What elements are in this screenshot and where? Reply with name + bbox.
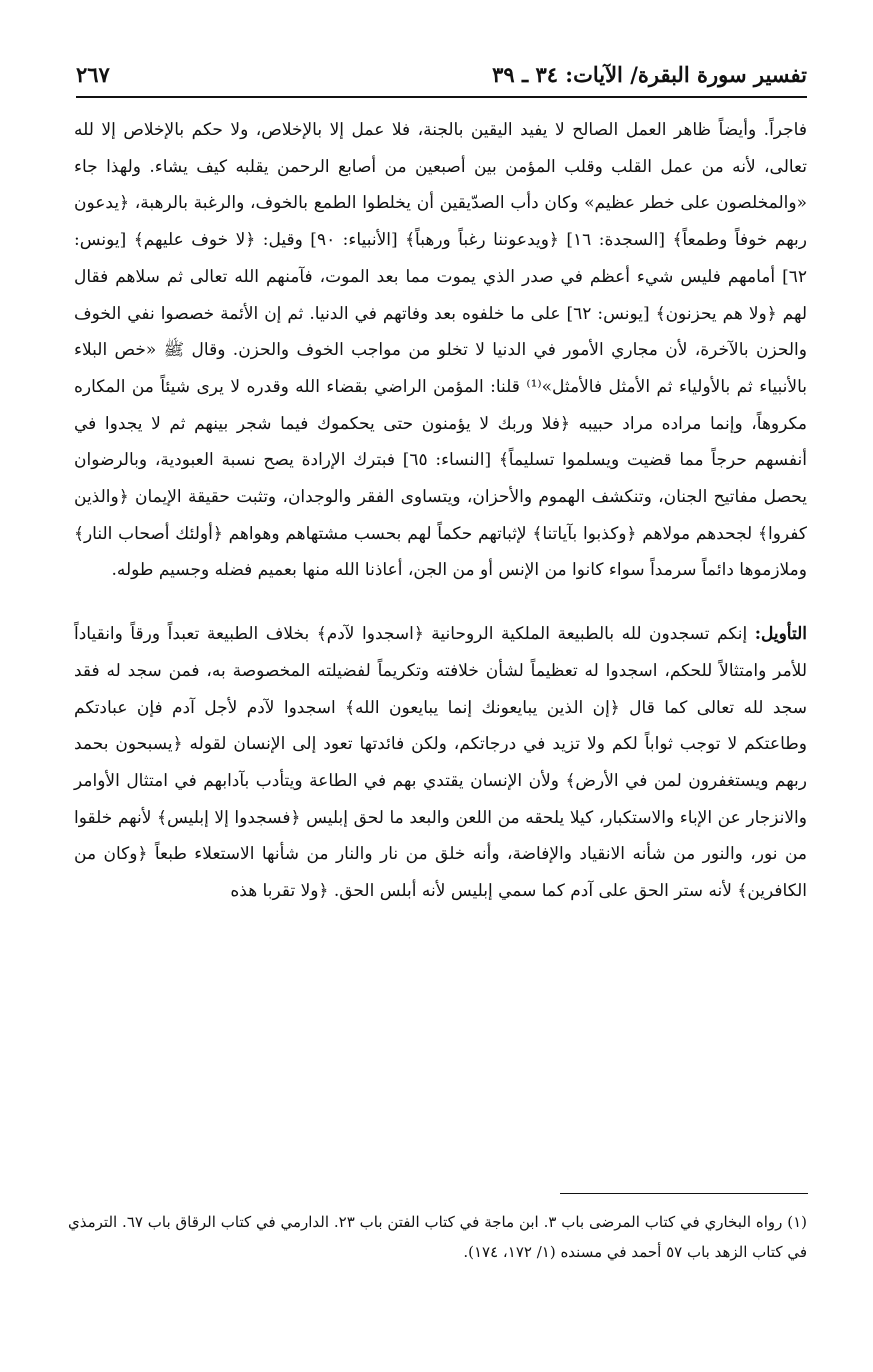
page-header (76, 58, 807, 98)
paragraph-2 (74, 616, 807, 910)
footnote-divider (560, 1193, 808, 1194)
tawil-heading: التأويل: (754, 624, 807, 645)
page-number: ٢٦٧ (76, 62, 110, 87)
main-text (74, 112, 807, 910)
footnotes (68, 1207, 807, 1267)
paragraph-1: فاجراً. وأيضاً ظاهر العمل الصالح لا يفيد اليقين بالجنة، فلا عمل إلا بالإخلاص، ولا حكم بالإخلاص إلا لله تعالى، لأنه من عمل القلب وقلب المؤمن بين أصبعين من أصابع الرحمن يقلبه كيف يشاء. ولهذا جاء «والمخلصون على خطر عظيم» وكان دأب الصدّيقين أن يخلطوا الطمع بالخوف، والرغبة بالرهبة، ﴿يدعون ربهم خوفاً وطمعاً﴾ [السجدة: ١٦] ﴿ويدعوننا رغباً ورهباً﴾ [الأنبياء: ٩٠] وقيل: ﴿لا خوف عليهم﴾ [يونس: ٦٢] أمامهم فليس شيء أعظم في صدر الذي يموت مما بعد الموت، فآمنهم الله تعالى ثم سلاهم فقال لهم ﴿ولا هم يحزنون﴾ [يونس: ٦٢] على ما خلفوه بعد وفاتهم في الدنيا. ثم إن الأئمة خصصوا نفي الخوف والحزن بالآخرة، لأن مجاري الأمور في الدنيا لا تخلو من مواجب الخوف والحزن. وقال ﷺ «خص البلاء بالأنبياء ثم بالأولياء ثم الأمثل فالأمثل»⁽¹⁾ قلنا: المؤمن الراضي بقضاء الله وقدره لا يرى شيئاً من المكاره مكروهاً، وإنما مراده مراد حبيبه ﴿فلا وربك لا يؤمنون حتى يحكموك فيما شجر بينهم ثم لا يجدوا في أنفسهم حرجاً مما قضيت ويسلموا تسليماً﴾ [النساء: ٦٥] فبترك الإرادة يصح نسبة العبودية، وبالرضوان يحصل مفاتيح الجنان، وتنكشف الهموم والأحزان، ويتساوى الفقر والوجدان، وتثبت حقيقة الإيمان ﴿والذين كفروا﴾ لجحدهم مولاهم ﴿وكذبوا بآياتنا﴾ لإثباتهم حكماً لهم بحسب مشتهاهم وهواهم ﴿أولئك أصحاب النار﴾ وملازموها دائماً سرمداً سواء كانوا من الإنس أو من الجن، أعاذنا الله منها بعميم فضله وجسيم طوله. (74, 120, 807, 581)
running-title: تفسير سورة البقرة/ الآيات: ٣٤ ـ ٣٩ (492, 62, 807, 87)
header-divider (76, 96, 807, 98)
footnote-1: (١) رواه البخاري في كتاب المرضى باب ٣. ابن ماجة في كتاب الفتن باب ٢٣. الدارمي في كتاب الرقاق باب ٦٧. الترمذي في كتاب الزهد باب ٥٧ أحمد في مسنده (١/ ١٧٢، ١٧٤). (68, 1213, 807, 1261)
paragraph-2-text: إنكم تسجدون لله بالطبيعة الملكية الروحانية ﴿اسجدوا لآدم﴾ بخلاف الطبيعة تعبداً ورقاً وانقياداً للأمر وامتثالاً للحكم، اسجدوا له تعظيماً لشأن خلافته وتكريماً لفضيلته المخصوصة به، فمن سجد له فقد سجد لله تعالى كما قال ﴿إن الذين يبايعونك إنما يبايعون الله﴾ اسجدوا لآدم لأجل آدم فإن عبادتكم وطاعتكم لا توجب ثواباً لكم ولا تزيد في درجاتكم، ولكن فائدتها تعود إلى الإنسان لقوله ﴿يسبحون بحمد ربهم ويستغفرون لمن في الأرض﴾ ولأن الإنسان يقتدي بهم في الطاعة ويتأدب بآدابهم في امتثال الأوامر والانزجار عن الإباء والاستكبار، كيلا يلحقه من اللعن والبعد ما لحق إبليس ﴿فسجدوا إلا إبليس﴾ لأنهم خلقوا من نور، والنور من شأنه الانقياد والإفاضة، وأنه خلق من نار والنار من شأنها الاستعلاء طبعاً ﴿وكان من الكافرين﴾ لأنه ستر الحق على آدم كما سمي إبليس لأنه أبلس الحق. ﴿ولا تقربا هذه (74, 624, 807, 902)
